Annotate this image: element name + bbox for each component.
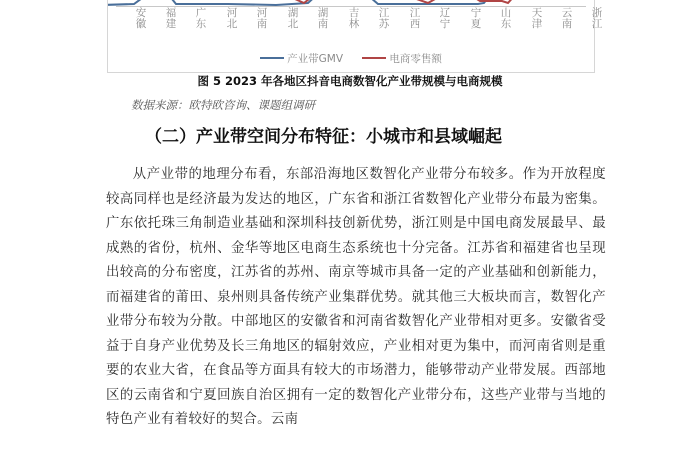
figure-caption: 图 5 2023 年各地区抖音电商数智化产业带规模与电商规模 xyxy=(197,74,503,88)
legend-label: 电商零售额 xyxy=(389,52,442,65)
x-axis-label: 浙 江 xyxy=(591,7,603,30)
x-axis-label: 吉 林 xyxy=(348,7,360,30)
legend-item-ecommerce-retail xyxy=(362,51,442,66)
x-axis-label: 广 东 xyxy=(195,7,207,30)
chart-container xyxy=(107,0,603,73)
x-axis-label: 河 南 xyxy=(256,7,268,30)
x-axis-labels xyxy=(124,7,603,38)
x-axis-label: 河 北 xyxy=(226,7,238,30)
x-axis-label: 山 东 xyxy=(500,7,512,30)
x-axis-label: 天 津 xyxy=(531,7,543,30)
x-axis-label: 云 南 xyxy=(561,7,573,30)
chart-legend xyxy=(108,50,594,66)
page-bottom-fade xyxy=(0,460,700,470)
x-axis-label: 福 建 xyxy=(165,7,177,30)
x-axis-label: 宁 夏 xyxy=(470,7,482,30)
x-axis-label: 江 苏 xyxy=(378,7,390,30)
series-ecommerce-retail-line xyxy=(258,0,578,3)
legend-swatch-red-icon xyxy=(362,57,386,59)
data-source-note: 数据来源：欧特欧咨询、课题组调研 xyxy=(131,98,315,112)
section-heading: （二）产业带空间分布特征：小城市和县域崛起 xyxy=(145,127,502,147)
body-paragraph: 从产业带的地理分布看，东部沿海地区数智化产业带分布较多。作为开放程度较高同样也是经济最为发达的地区，广东省和浙江省数智化产业带分布最为密集。广东依托珠三角制造业基础和深圳科技创新优势，浙江则是中国电商发展最早、最成熟的省份，杭州、金华等地区电商生态系统也十分完备。江苏省和福建省也呈现出较高的分布密度，江苏省的苏州、南京等城市具备一定的产业基础和创新能力，而福建省的莆田、泉州则具备传统产业集群优势。就其他三大板块而言，数智化产业带分布较为分散。中部地区的安徽省和河南省数智化产业带相对更多。安徽省受益于自身产业优势及长三角地区的辐射效应，产业相对更为集中，而河南省则是重要的农业大省，在食品等方面具有较大的市场潜力，能够带动产业带发展。西部地区的云南省和宁夏回族自治区拥有一定的数智化产业带分布，这些产业带与当地的特色产业有着较好的契合。云南 xyxy=(106,167,606,427)
legend-label: 产业带GMV xyxy=(287,52,344,65)
body-text xyxy=(106,163,606,433)
legend-item-industry-gmv xyxy=(260,51,343,66)
legend-swatch-blue-icon xyxy=(260,57,284,59)
x-axis-label: 江 西 xyxy=(409,7,421,30)
x-axis-label: 湖 南 xyxy=(317,7,329,30)
x-axis-label: 辽 宁 xyxy=(439,7,451,30)
x-axis-label: 湖 北 xyxy=(287,7,299,30)
x-axis-label: 安 徽 xyxy=(135,7,147,30)
